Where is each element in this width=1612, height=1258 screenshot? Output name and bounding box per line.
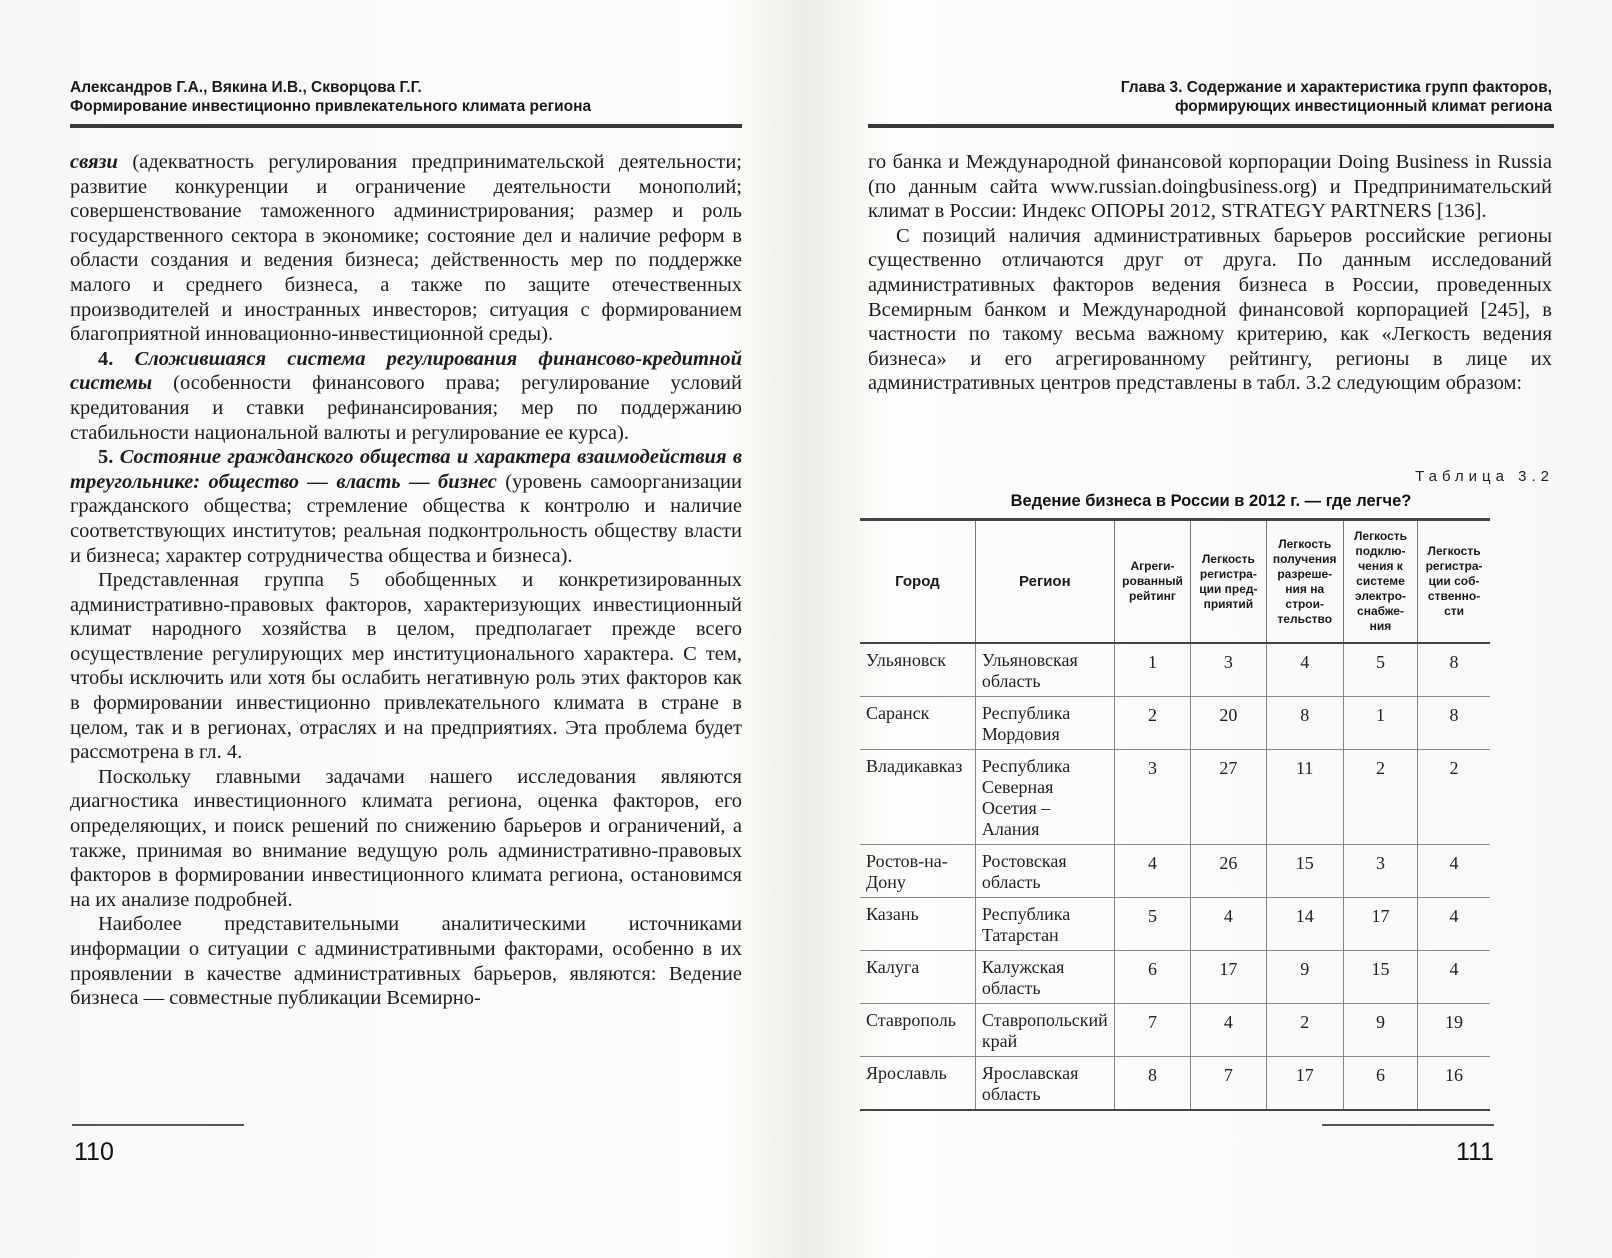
- right-header-rule: [868, 124, 1554, 128]
- cell-value: 16: [1418, 1057, 1490, 1111]
- cell-value: 8: [1418, 643, 1490, 697]
- cell-value: 4: [1418, 898, 1490, 951]
- right-running-head-chapter: Глава 3. Содержание и характеристика групп факторов,: [1120, 79, 1552, 96]
- cell-value: 1: [1114, 643, 1190, 697]
- cell-value: 6: [1114, 951, 1190, 1004]
- cell-value: 17: [1191, 951, 1266, 1004]
- cell-value: 11: [1266, 750, 1343, 845]
- cell-value: 27: [1191, 750, 1266, 845]
- cell-city: Ставрополь: [860, 1004, 975, 1057]
- cell-value: 14: [1266, 898, 1343, 951]
- cell-region: Ульяновская область: [975, 643, 1114, 697]
- paragraph-text: (адекватность регулирования предпринимательской деятельности; развитие конкуренции и ограничение деятельности монополий; совершенствование таможенного администрирования; размер и роль государственного сектора в экономике; состояние дел и наличие реформ в области создания и ведения бизнеса; действенность мер по поддержке малого и среднего бизнеса, а также по защите отечественных производителей и иностранных инвесторов; ситуация с формированием благоприятной инновационно-инвестиционной среды).: [70, 151, 742, 346]
- right-paragraph-1: го банка и Международной финансовой корпорации Doing Business in Russia (по данным сайта www.russian.doingbusiness.org) и Предпринимательский климат в России: Индекс ОПОРЫ 2012, STRATEGY PARTNERS [136].: [868, 151, 1552, 223]
- left-header-rule: [70, 124, 742, 128]
- header-construction-permits: Легкость получения разреше-ния на строи-тельство: [1266, 520, 1343, 644]
- list-number: 5.: [98, 446, 120, 469]
- cell-value: 7: [1114, 1004, 1190, 1057]
- cell-region: Республика Татарстан: [975, 898, 1114, 951]
- cell-value: 4: [1418, 951, 1490, 1004]
- term-bold-italic: связи: [70, 151, 118, 173]
- cell-region: Ярославская область: [975, 1057, 1114, 1111]
- cell-value: 5: [1343, 643, 1417, 697]
- term-bold-italic: Сложившаяся система регулирования финансово-кредитной системы: [70, 347, 742, 395]
- right-page-number: 111: [1455, 1138, 1494, 1166]
- cell-value: 9: [1343, 1004, 1417, 1057]
- cell-region: Ставропольский край: [975, 1004, 1114, 1057]
- cell-value: 4: [1191, 1004, 1266, 1057]
- term-bold-italic: Состояние гражданского общества и характера взаимодействия в треугольнике: общество — власть — бизнес: [70, 446, 743, 493]
- right-running-head-subtitle: формирующих инвестиционный климат региона: [1174, 98, 1552, 115]
- cell-value: 2: [1418, 750, 1490, 845]
- cell-city: Ульяновск: [860, 643, 975, 697]
- table-row: [860, 845, 1490, 898]
- cell-value: 2: [1343, 750, 1417, 845]
- table-row: [860, 697, 1490, 750]
- right-paragraph-2: С позиций наличия административных барьеров российские регионы существенно отличаются друг от друга. По данным исследований административных факторов ведения бизнеса в России, проведенных Всемирным банком и Международной финансовой корпорацией [245], в частности по такому весьма важному критерию, как «Легкость ведения бизнеса» и его агрегированному рейтингу, регионы в лице их административных центров представлены в табл. 3.2 следующим образом:: [868, 224, 1552, 395]
- table-row: [860, 1004, 1490, 1057]
- cell-value: 8: [1266, 697, 1343, 750]
- paragraph-text: (особенности финансового права; регулирование условий кредитования и ставки рефинансирования; мер по поддержанию стабильности национальной валюты и регулирование ее курса).: [70, 372, 742, 444]
- left-page-number: 110: [74, 1138, 114, 1166]
- cell-city: Калуга: [860, 951, 975, 1004]
- cell-city: Владикавказ: [860, 750, 975, 845]
- cell-value: 1: [1343, 697, 1417, 750]
- header-aggregate-rating: Агреги-рованный рейтинг: [1114, 520, 1190, 644]
- table-header-row: [860, 520, 1490, 644]
- cell-city: Казань: [860, 898, 975, 951]
- right-footer-rule: [1322, 1124, 1494, 1126]
- cell-value: 4: [1418, 845, 1490, 898]
- cell-value: 20: [1191, 697, 1266, 750]
- header-property-registration: Легкость регистра-ции соб-ственно-сти: [1418, 520, 1490, 644]
- cell-value: 4: [1191, 898, 1266, 951]
- header-electricity-connection: Легкость подклю-чения к системе электро-снабже-ния: [1343, 520, 1417, 644]
- cell-value: 5: [1114, 898, 1190, 951]
- left-paragraph-4: Представленная группа 5 обобщенных и конкретизированных административно-правовых факторов, характеризующих инвестиционный климат народного хозяйства в целом, предполагает прежде всего осуществление регулирующих мер институционального характера. С тем, чтобы исключить или хотя бы ослабить негативную роль этих факторов как в формировании инвестиционно привлекательного климата в стране в целом, так и в регионах, отраслях и на предприятиях. Эта проблема будет рассмотрена в гл. 4.: [70, 569, 742, 764]
- cell-region: Республика Северная Осетия – Алания: [975, 750, 1114, 845]
- cell-region: Ростовская область: [975, 845, 1114, 898]
- cell-value: 15: [1343, 951, 1417, 1004]
- cell-city: Ростов-на-Дону: [860, 845, 975, 898]
- cell-city: Саранск: [860, 697, 975, 750]
- cell-value: 3: [1191, 643, 1266, 697]
- cell-value: 19: [1418, 1004, 1490, 1057]
- left-running-head-authors: Александров Г.А., Вякина И.В., Скворцова Г.Г.: [70, 79, 422, 96]
- header-business-registration: Легкость регистра-ции пред-приятий: [1191, 520, 1266, 644]
- table-title: Ведение бизнеса в России в 2012 г. — где легче?: [1010, 492, 1412, 510]
- paragraph-text: (уровень самоорганизации гражданского общества; стремление общества к контролю и наличие соответствующих институтов; реальная подконтрольность обществу власти и бизнеса; характер сотрудничества общества и бизнеса).: [70, 470, 742, 567]
- left-footer-rule: [72, 1124, 244, 1126]
- right-body-text: [868, 150, 1552, 396]
- header-city: Город: [895, 573, 940, 590]
- right-page: [806, 0, 1612, 1258]
- cell-value: 2: [1266, 1004, 1343, 1057]
- table-row: [860, 750, 1490, 845]
- cell-value: 3: [1343, 845, 1417, 898]
- table-row: [860, 1057, 1490, 1111]
- table-row: [860, 643, 1490, 697]
- cell-value: 2: [1114, 697, 1190, 750]
- cell-value: 17: [1266, 1057, 1343, 1111]
- business-ranking-table: [860, 518, 1490, 1111]
- left-paragraph-5: Поскольку главными задачами нашего исследования являются диагностика инвестиционного климата региона, оценка факторов, его определяющих, и поиск решений по снижению барьеров и ограничений, а также, принимая во внимание ведущую роль административно-правовых факторов в формировании инвестиционного климата региона, остановимся на их анализе подробней.: [70, 765, 742, 911]
- table-row: [860, 898, 1490, 951]
- left-running-head: [70, 78, 750, 116]
- cell-region: Республика Мордовия: [975, 697, 1114, 750]
- left-running-head-title: Формирование инвестиционно привлекательного климата региона: [70, 98, 592, 115]
- cell-value: 26: [1191, 845, 1266, 898]
- cell-value: 9: [1266, 951, 1343, 1004]
- cell-value: 3: [1114, 750, 1190, 845]
- cell-value: 17: [1343, 898, 1417, 951]
- cell-value: 8: [1114, 1057, 1190, 1111]
- left-paragraph-6: Наиболее представительными аналитическими источниками информации о ситуации с административными факторами, особенно в их проявлении в качестве административных барьеров, являются: Ведение бизнеса — совместные публикации Всемирно-: [70, 913, 742, 1010]
- list-number: 4.: [98, 347, 135, 370]
- table-label: Таблица 3.2: [1415, 468, 1554, 485]
- header-region: Регион: [975, 520, 1114, 644]
- cell-value: 8: [1418, 697, 1490, 750]
- table-row: [860, 951, 1490, 1004]
- left-body-text: [70, 150, 742, 1011]
- left-paragraph-3: [70, 445, 742, 568]
- cell-value: 15: [1266, 845, 1343, 898]
- cell-value: 7: [1191, 1057, 1266, 1111]
- right-running-head: [866, 78, 1552, 116]
- left-paragraph-2: [70, 347, 742, 445]
- cell-city: Ярославль: [860, 1057, 975, 1111]
- cell-region: Калужская область: [975, 951, 1114, 1004]
- cell-value: 4: [1114, 845, 1190, 898]
- left-paragraph-1: [70, 150, 742, 347]
- cell-value: 4: [1266, 643, 1343, 697]
- cell-value: 6: [1343, 1057, 1417, 1111]
